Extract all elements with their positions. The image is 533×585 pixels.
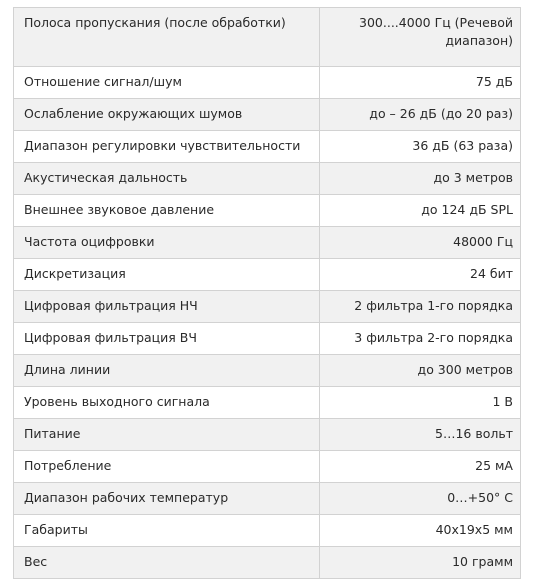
param-value: 40x19x5 мм	[320, 515, 521, 547]
table-row	[14, 483, 521, 515]
param-value: 0…+50° С	[320, 483, 521, 515]
param-value: 75 дБ	[320, 67, 521, 99]
table-row	[14, 195, 521, 227]
param-name: Вес	[14, 547, 320, 579]
table-row	[14, 291, 521, 323]
table-row	[14, 131, 521, 163]
table-row	[14, 8, 521, 67]
param-value: 5…16 вольт	[320, 419, 521, 451]
param-name: Полоса пропускания (после обработки)	[14, 8, 320, 67]
param-name: Отношение сигнал/шум	[14, 67, 320, 99]
table-row	[14, 99, 521, 131]
param-name: Цифровая фильтрация ВЧ	[14, 323, 320, 355]
param-value: 3 фильтра 2-го порядка	[320, 323, 521, 355]
table-row	[14, 515, 521, 547]
param-value: 36 дБ (63 раза)	[320, 131, 521, 163]
table-row	[14, 163, 521, 195]
table-row	[14, 323, 521, 355]
param-value: 2 фильтра 1-го порядка	[320, 291, 521, 323]
param-value: до – 26 дБ (до 20 раз)	[320, 99, 521, 131]
table-row	[14, 227, 521, 259]
param-value: 1 В	[320, 387, 521, 419]
table-row	[14, 419, 521, 451]
param-value: до 300 метров	[320, 355, 521, 387]
param-name: Диапазон регулировки чувствительности	[14, 131, 320, 163]
param-name: Длина линии	[14, 355, 320, 387]
param-name: Потребление	[14, 451, 320, 483]
table-row	[14, 67, 521, 99]
param-name: Внешнее звуковое давление	[14, 195, 320, 227]
param-name: Ослабление окружающих шумов	[14, 99, 320, 131]
param-name: Цифровая фильтрация НЧ	[14, 291, 320, 323]
param-name: Дискретизация	[14, 259, 320, 291]
param-value: 10 грамм	[320, 547, 521, 579]
param-value: 300....4000 Гц (Речевой диапазон)	[320, 8, 521, 67]
param-name: Частота оцифровки	[14, 227, 320, 259]
param-name: Габариты	[14, 515, 320, 547]
specifications-body	[14, 8, 521, 579]
param-value: 25 мА	[320, 451, 521, 483]
param-name: Диапазон рабочих температур	[14, 483, 320, 515]
table-row	[14, 387, 521, 419]
param-value: до 3 метров	[320, 163, 521, 195]
table-row	[14, 259, 521, 291]
param-value: 48000 Гц	[320, 227, 521, 259]
param-value: 24 бит	[320, 259, 521, 291]
table-row	[14, 355, 521, 387]
table-row	[14, 451, 521, 483]
param-value: до 124 дБ SPL	[320, 195, 521, 227]
table-row	[14, 547, 521, 579]
specifications-table	[13, 7, 521, 579]
param-name: Уровень выходного сигнала	[14, 387, 320, 419]
param-name: Питание	[14, 419, 320, 451]
param-name: Акустическая дальность	[14, 163, 320, 195]
